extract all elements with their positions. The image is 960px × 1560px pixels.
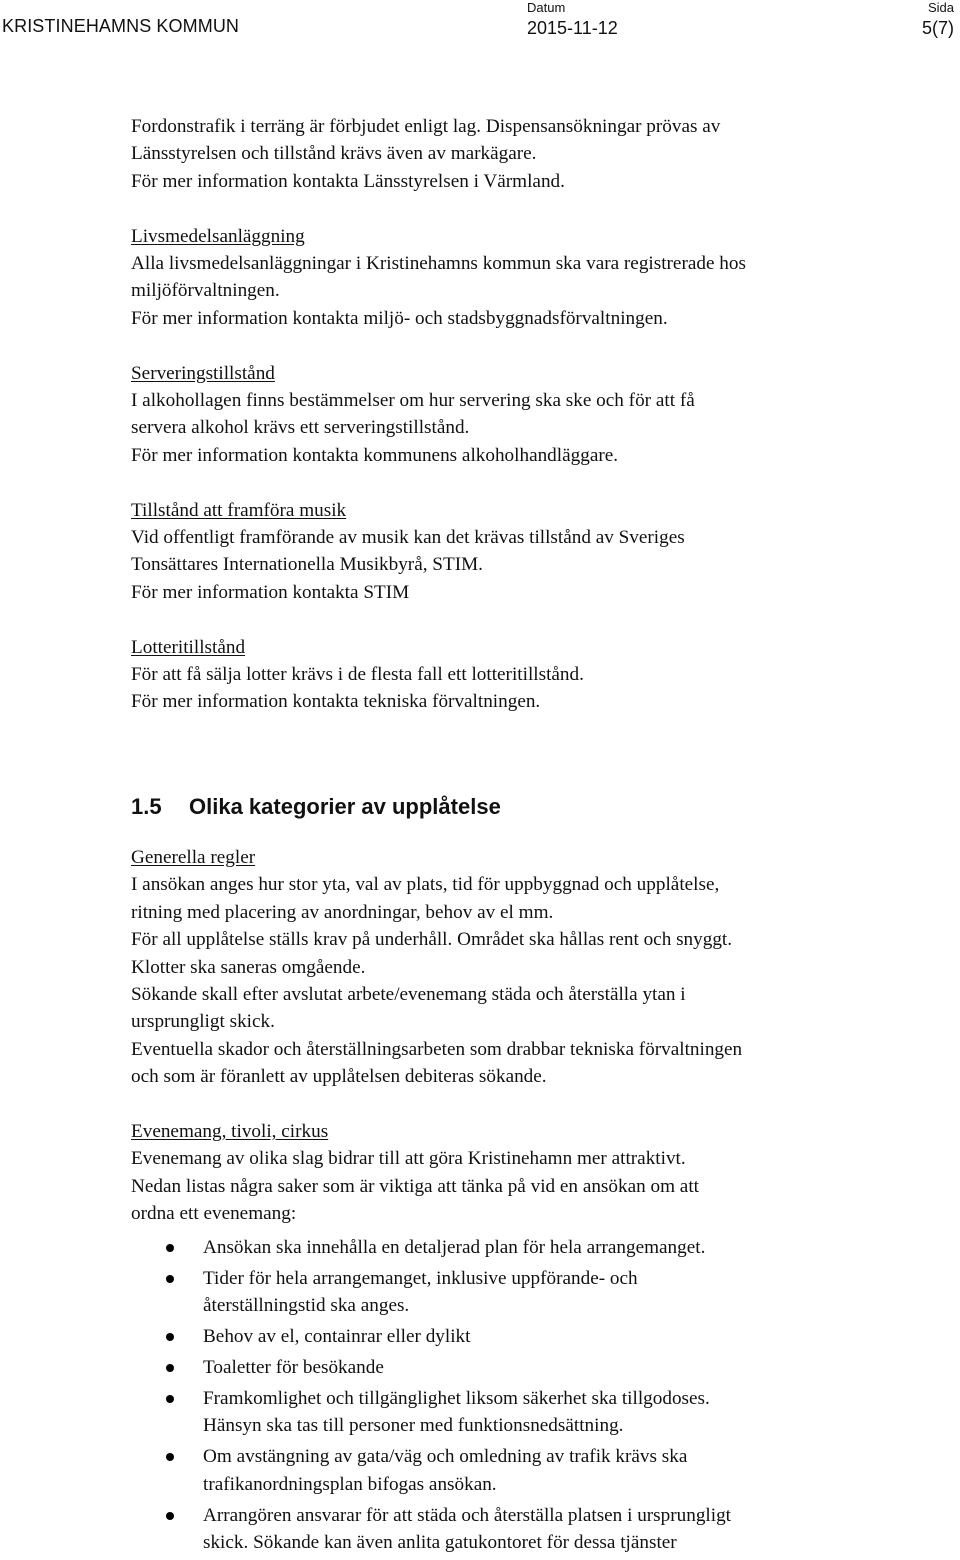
page-number: 5(7) <box>921 18 954 38</box>
text-line: I alkohollagen finns bestämmelser om hur servering ska ske och för att få <box>131 390 695 412</box>
section-heading <box>131 792 921 822</box>
date-block <box>527 0 618 39</box>
organization-name: KRISTINEHAMNS KOMMUN <box>2 16 240 36</box>
document-date: 2015-11-12 <box>527 18 618 38</box>
bullet-icon <box>166 1512 174 1520</box>
bullet-icon <box>166 1453 174 1461</box>
section-title: Olika kategorier av upplåtelse <box>189 793 501 819</box>
text-line: För mer information kontakta STIM <box>131 581 410 603</box>
musik-block <box>131 497 921 607</box>
bullet-text: återställningstid ska anges. <box>203 1294 410 1316</box>
list-item <box>131 1265 921 1320</box>
text-line: Nedan listas några saker som är viktiga att tänka på vid en ansökan om att <box>131 1175 699 1197</box>
intro-block <box>131 113 921 195</box>
text-line: För mer information kontakta tekniska förvaltningen. <box>131 691 541 713</box>
list-item <box>131 1323 921 1350</box>
subheading-livsmedel: Livsmedelsanläggning <box>131 225 305 247</box>
livsmedel-block <box>131 223 921 333</box>
page-block <box>922 0 954 39</box>
bullet-text: Behov av el, containrar eller dylikt <box>203 1325 471 1347</box>
section-number: 1.5 <box>131 793 162 819</box>
bullet-text: Tider för hela arrangemanget, inklusive uppförande- och <box>203 1267 638 1289</box>
text-line: Alla livsmedelsanläggningar i Kristinehamns kommun ska vara registrerade hos <box>131 253 746 275</box>
text-line: I ansökan anges hur stor yta, val av plats, tid för uppbyggnad och upplåtelse, <box>131 874 720 896</box>
bullet-text: Toaletter för besökande <box>203 1356 384 1378</box>
generella-block <box>131 844 921 1091</box>
bullet-icon <box>166 1395 174 1403</box>
bullet-text: Ansökan ska innehålla en detaljerad plan för hela arrangemanget. <box>203 1236 706 1258</box>
lotteri-block <box>131 634 921 716</box>
servering-block <box>131 360 921 470</box>
text-line: För all upplåtelse ställs krav på underhåll. Området ska hållas rent och snyggt. <box>131 929 733 951</box>
bullet-text: Om avstängning av gata/väg och omledning av trafik krävs ska <box>203 1446 688 1468</box>
evenemang-bullet-list <box>131 1234 921 1557</box>
evenemang-block <box>131 1118 921 1557</box>
subheading-generella: Generella regler <box>131 846 256 868</box>
bullet-text: Framkomlighet och tillgänglighet liksom säkerhet ska tillgodoses. <box>203 1387 710 1409</box>
subheading-lotteri: Lotteritillstånd <box>131 636 246 658</box>
page-header <box>0 0 960 44</box>
text-line: Eventuella skador och återställningsarbeten som drabbar tekniska förvaltningen <box>131 1038 743 1060</box>
subheading-servering: Serveringstillstånd <box>131 362 275 384</box>
text-line: För att få sälja lotter krävs i de flesta fall ett lotteritillstånd. <box>131 664 584 686</box>
text-line: servera alkohol krävs ett serveringstillstånd. <box>131 417 470 439</box>
bullet-icon <box>166 1364 174 1372</box>
date-label: Datum <box>527 0 566 15</box>
list-item <box>131 1502 921 1557</box>
text-line: Sökande skall efter avslutat arbete/evenemang städa och återställa ytan i <box>131 983 686 1005</box>
list-item <box>131 1385 921 1440</box>
subheading-evenemang: Evenemang, tivoli, cirkus <box>131 1120 329 1142</box>
text-line: Klotter ska saneras omgående. <box>131 956 366 978</box>
list-item <box>131 1443 921 1498</box>
subheading-musik: Tillstånd att framföra musik <box>131 499 347 521</box>
text-line: Evenemang av olika slag bidrar till att göra Kristinehamn mer attraktivt. <box>131 1148 686 1170</box>
document-body <box>131 113 921 1560</box>
text-line: För mer information kontakta kommunens alkoholhandläggare. <box>131 444 619 466</box>
text-line: För mer information kontakta miljö- och stadsbyggnadsförvaltningen. <box>131 307 668 329</box>
list-item <box>131 1234 921 1261</box>
bullet-icon <box>166 1275 174 1283</box>
text-line: ritning med placering av anordningar, behov av el mm. <box>131 901 554 923</box>
text-line: miljöförvaltningen. <box>131 280 280 302</box>
list-item <box>131 1354 921 1381</box>
text-line: ordna ett evenemang: <box>131 1203 297 1225</box>
text-line: ursprungligt skick. <box>131 1011 275 1033</box>
text-line: Länsstyrelsen och tillstånd krävs även av markägare. <box>131 143 537 165</box>
page-label: Sida <box>927 0 954 15</box>
text-line: För mer information kontakta Länsstyrelsen i Värmland. <box>131 170 565 192</box>
bullet-text: trafikanordningsplan bifogas ansökan. <box>203 1473 497 1495</box>
text-line: Vid offentligt framförande av musik kan det krävas tillstånd av Sveriges <box>131 527 685 549</box>
bullet-icon <box>166 1244 174 1252</box>
bullet-text: Arrangören ansvarar för att städa och återställa platsen i ursprungligt <box>203 1504 731 1526</box>
bullet-text: Hänsyn ska tas till personer med funktionsnedsättning. <box>203 1415 624 1437</box>
text-line: och som är föranlett av upplåtelsen debiteras sökande. <box>131 1066 547 1088</box>
text-line: Fordonstrafik i terräng är förbjudet enligt lag. Dispensansökningar prövas av <box>131 116 721 137</box>
bullet-text: skick. Sökande kan även anlita gatukontoret för dessa tjänster <box>203 1532 677 1554</box>
text-line: Tonsättares Internationella Musikbyrå, STIM. <box>131 554 483 576</box>
bullet-icon <box>166 1333 174 1341</box>
